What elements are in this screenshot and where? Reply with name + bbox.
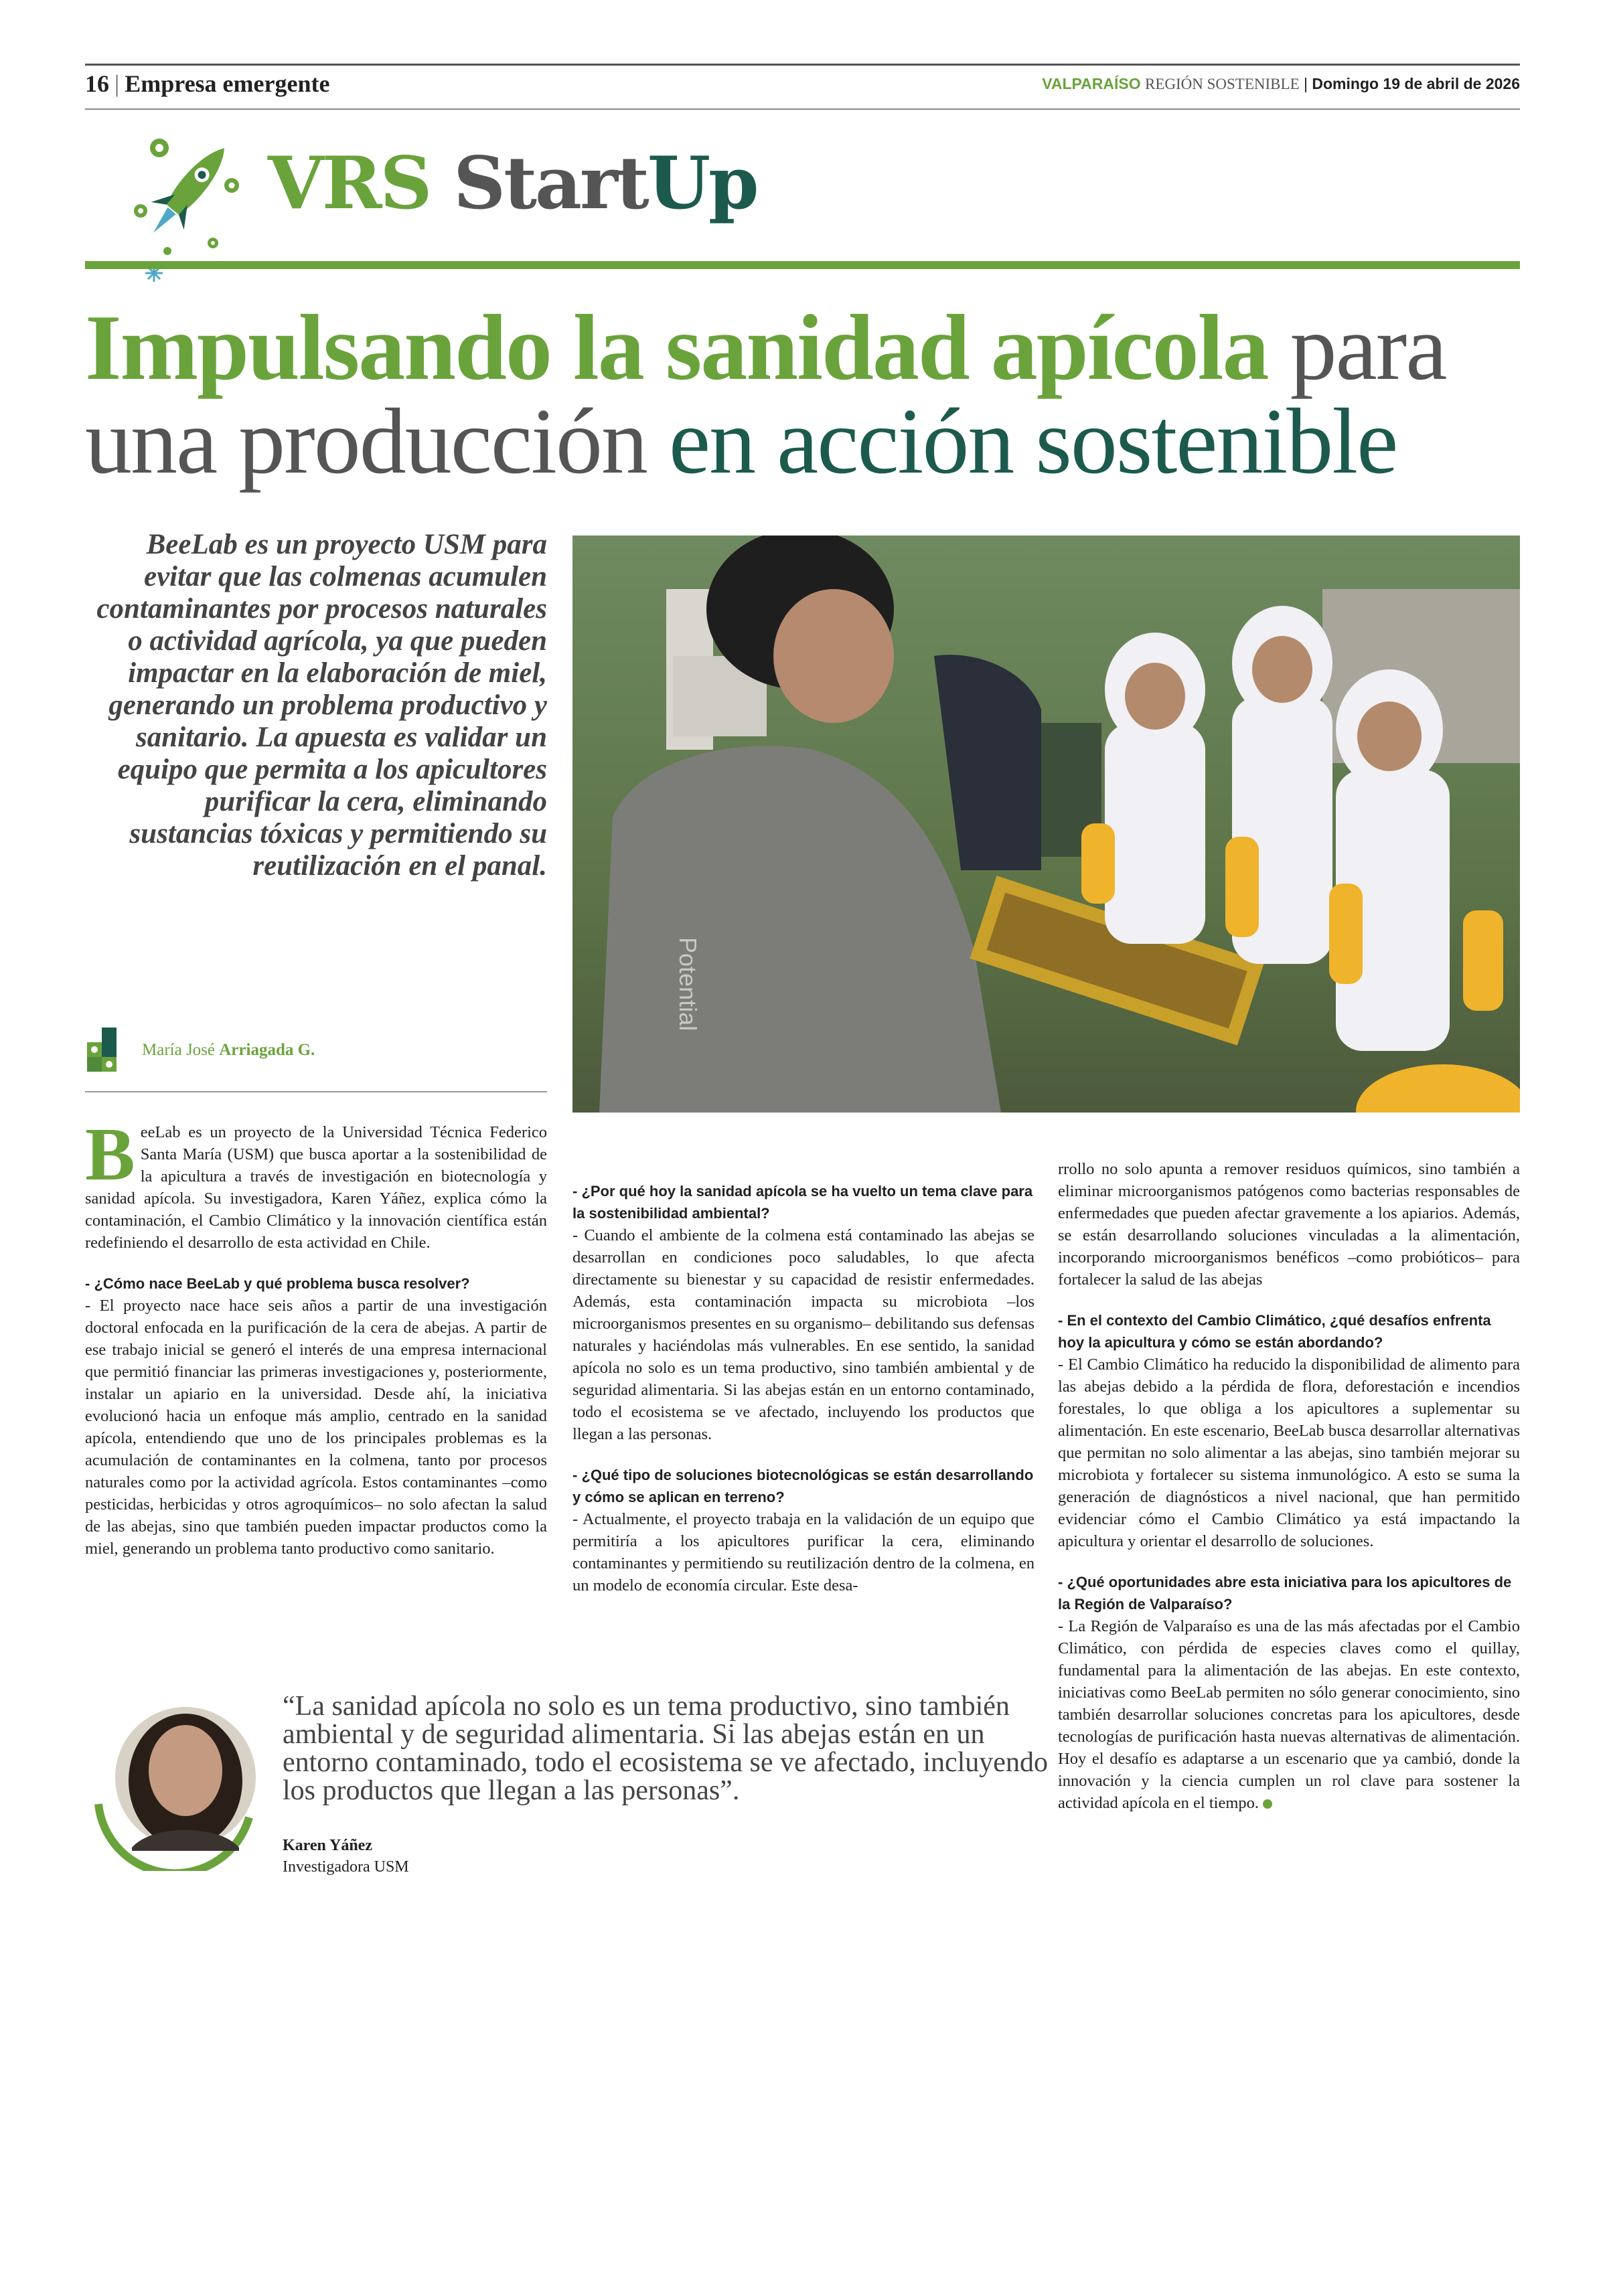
section-name: Empresa emergente — [125, 70, 330, 97]
quote-author-role: Investigadora USM — [283, 1858, 409, 1876]
body-column-2 — [572, 1180, 1035, 1596]
question-1: - ¿Cómo nace BeeLab y qué problema busca resolver? — [85, 1275, 470, 1292]
page-folio: 16 | Empresa emergente — [85, 70, 330, 97]
section-rule — [85, 261, 1520, 269]
edition-line: VALPARAÍSO REGIÓN SOSTENIBLE | Domingo 19 de abril de 2026 — [1042, 75, 1520, 92]
section-title: VRS StartUp — [268, 141, 757, 226]
question-2: - ¿Por qué hoy la sanidad apícola se ha vuelto un tema clave para la sostenibilidad ambiental? — [572, 1183, 1033, 1222]
dropcap: B — [85, 1113, 135, 1196]
brand-sub: REGIÓN SOSTENIBLE — [1144, 76, 1300, 92]
body-column-1 — [85, 1113, 547, 1560]
edition-date: Domingo 19 de abril de 2026 — [1312, 75, 1520, 92]
portrait-photo — [85, 1690, 262, 1871]
body-column-3 — [1058, 1158, 1520, 1814]
answer-1: - El proyecto nace hace seis años a partir de una investigación doctoral enfocada en la purificación de la cera de abejas. A partir de ese trabajo inicial se generó el interés de una empresa internacional que permitió financiar las primeras investigaciones y, posteriormente, instalar un apiario en la universidad. Desde ahí, la iniciativa evolucionó hacia un enfoque más amplio, centrado en la sanidad apícola, entendiendo que uno de los principales problemas es la acumulación de contaminantes en la colmena, tanto por procesos naturales como por la actividad agrícola. Estos contaminantes –como pesticidas, herbicidas y otros agroquímicos– no solo afectan la salud de las abejas, sino que también pueden impactar productos como la miel, generando un problema tanto productivo como sanitario. — [85, 1297, 547, 1558]
quote-author: Karen Yáñez — [283, 1837, 372, 1854]
pull-quote: “La sanidad apícola no solo es un tema productivo, sino también ambiental y de seguridad alimentaria. Si las abejas están en un entorno contaminado, todo el ecosistema se ve afectado, incluyendo los productos que llegan a las personas”. — [283, 1691, 1048, 1806]
byline-rule — [85, 1091, 547, 1092]
byline: María José Arriagada G. — [142, 1041, 315, 1059]
end-mark-icon — [1263, 1799, 1272, 1809]
answer-4: - El Cambio Climático ha reducido la disponibilidad de alimento para las abejas debido a la pérdida de flora, deforestación e incendios forestales, lo que obliga a los apicultores a suplementar su alimentación. En este escenario, BeeLab busca desarrollar alternativas que permitan no solo alimentar a las abejas, sino también mejorar su microbiota y fortalecer su sistema inmunológico. A esto se suma la generación de diagnósticos a nivel nacional, que han permitido evidenciar cómo el Cambio Climático ya está impactando la apicultura y orientar el desarrollo de soluciones. — [1058, 1356, 1520, 1550]
question-5: - ¿Qué oportunidades abre esta iniciativa para los apicultores de la Región de Valparaíso? — [1058, 1574, 1512, 1613]
header-rule — [85, 108, 1520, 110]
answer-3-part-2: rrollo no solo apunta a remover residuos químicos, sino también a eliminar microorganismos patógenos como bacterias responsables de enfermedades que pueden afectar gravemente a los apiarios. Además, se están desarrollando soluciones vinculadas a la alimentación, incorporando microorganismos benéficos –como probióticos– para fortalecer la salud de las abejas — [1058, 1160, 1520, 1289]
headline: Impulsando la sanidad apícola para una producción en acción sostenible — [85, 296, 1446, 493]
answer-2: - Cuando el ambiente de la colmena está contaminado las abejas se desarrollan en condiciones poco saludables, lo que afecta directamente su bienestar y su capacidad de resistir enfermedades. Además, esta contaminación impacta su microbiota –los microorganismos presentes en su organismo– debilitando sus defensas naturales y haciéndolas más vulnerables. En ese sentido, la sanidad apícola no solo es un tema productivo, sino también ambiental y de seguridad alimentaria. Si las abejas están en un entorno contaminado, todo el ecosistema se ve afectado, incluyendo los productos que llegan a las personas. — [572, 1226, 1035, 1443]
intro-paragraph: BeeLab es un proyecto de la Universidad Técnica Federico Santa María (USM) que busca aportar a la sostenibilidad de la apicultura a través de investigación en biotecnología y sanidad apícola. Su investigadora, Karen Yáñez, explica cómo la contaminación, el Cambio Climático y la innovación científica están redefiniendo el desarrollo de esta actividad en Chile. — [85, 1113, 547, 1252]
answer-5: - La Región de Valparaíso es una de las más afectadas por el Cambio Climático, con pérdida de especies claves como el quillay, fundamental para la alimentación de las abejas. En este contexto, iniciativas como BeeLab permiten no sólo generar conocimiento, sino también desarrollar soluciones concretas para los apicultores, desde tecnologías de purificación hasta nuevas alternativas de alimentación. Hoy el desafío es adaptarse a un escenario que ya cambió, donde la innovación y la ciencia cumplen un rol clave para sostener la actividad apícola en el tiempo. — [1058, 1617, 1520, 1812]
answer-3-part-1: - Actualmente, el proyecto trabaja en la validación de un equipo que permitiría a los apicultores purificar la cera, eliminando contaminantes y permitiendo su reutilización dentro de la colmena, en un modelo de economía circular. Este desa- — [572, 1510, 1035, 1594]
beekeeping-photo — [572, 536, 1520, 1113]
question-3: - ¿Qué tipo de soluciones biotecnológicas se están desarrollando y cómo se aplican en terreno? — [572, 1467, 1034, 1505]
author-icon — [87, 1028, 130, 1077]
deck: BeeLab es un proyecto USM para evitar que las colmenas acumulen contaminantes por procesos naturales o actividad agrícola, ya que pueden impactar en la elaboración de miel, generando un problema productivo y sanitario. La apuesta es validar un equipo que permita a los apicultores purificar la cera, eliminando sustancias tóxicas y permitiendo su reutilización en el panal. — [96, 529, 547, 882]
question-4: - En el contexto del Cambio Climático, ¿qué desafíos enfrenta hoy la apicultura y cómo se están abordando? — [1058, 1312, 1491, 1351]
page-header — [85, 64, 1520, 104]
page-number: 16 — [85, 70, 109, 97]
brand-name: VALPARAÍSO — [1042, 75, 1141, 92]
jacket-text: Potential — [674, 937, 702, 1032]
